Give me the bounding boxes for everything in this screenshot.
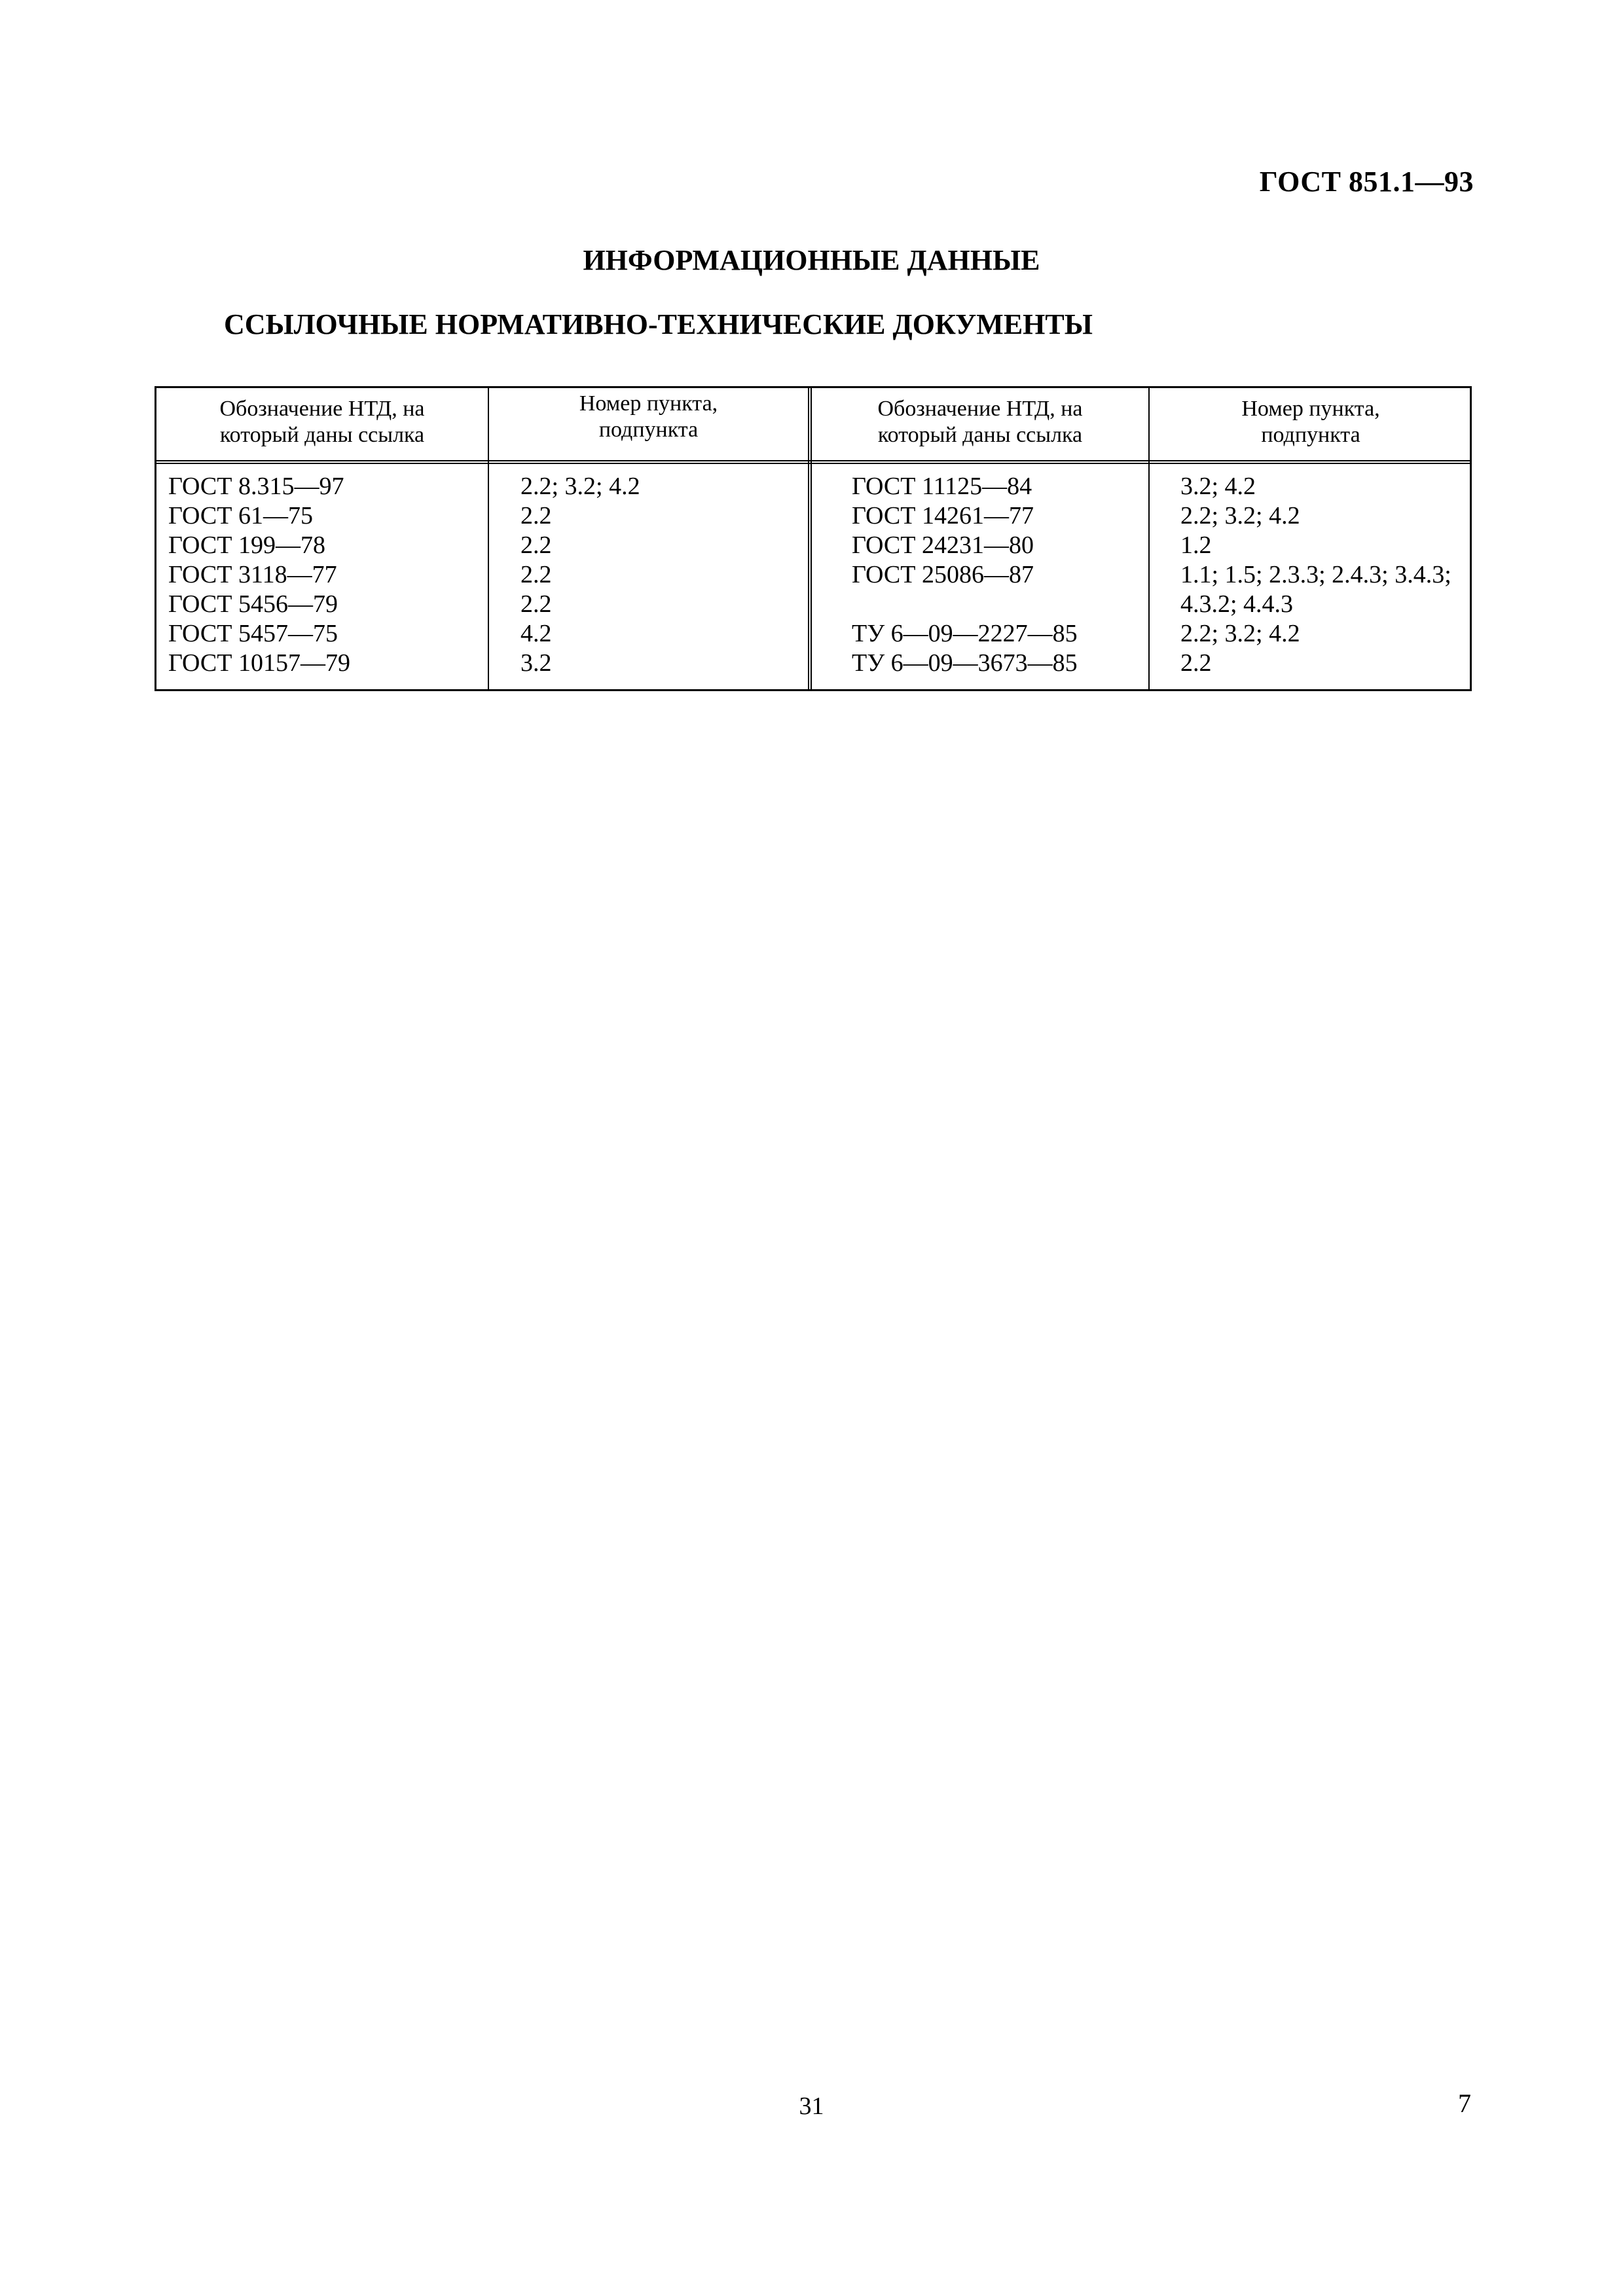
table-cell: ГОСТ 5457—75	[168, 620, 338, 647]
table-cell: 4.3.2; 4.4.3	[1180, 590, 1294, 618]
table-cell: ГОСТ 24231—80	[852, 531, 1034, 559]
table-cell: 1.1; 1.5; 2.3.3; 2.4.3; 3.4.3;	[1180, 561, 1451, 588]
table-header-cell	[812, 396, 1148, 448]
section-title-text: ИНФОРМАЦИОННЫЕ ДАННЫЕ	[583, 244, 1040, 276]
table-cell: ГОСТ 25086—87	[852, 561, 1034, 588]
table-cell: 2.2; 3.2; 4.2	[520, 473, 640, 500]
header-text: который даны ссылка	[877, 423, 1083, 447]
table-cell: ГОСТ 3118—77	[168, 561, 337, 588]
table-cell: 2.2; 3.2; 4.2	[1180, 502, 1300, 529]
document-code: ГОСТ 851.1—93	[1259, 166, 1474, 198]
section-subtitle: ССЫЛОЧНЫЕ НОРМАТИВНО-ТЕХНИЧЕСКИЕ ДОКУМЕНТЫ	[224, 308, 1093, 340]
table-cell: ГОСТ 199—78	[168, 531, 325, 559]
header-text: подпункта	[1261, 423, 1360, 447]
page-number-center: 31	[799, 2092, 824, 2120]
section-title	[0, 243, 1623, 277]
header-text: Номер пункта,	[1241, 397, 1380, 421]
table-cell: 2.2	[520, 502, 552, 529]
table-column-items-right	[1180, 472, 1451, 678]
table-header-cell	[489, 391, 808, 443]
header-text: Номер пункта,	[579, 391, 718, 416]
table-cell: ГОСТ 61—75	[168, 502, 313, 529]
header-text: Обозначение НТД, на	[877, 397, 1083, 421]
table-cell: ГОСТ 10157—79	[168, 649, 350, 677]
table-header-cell	[1150, 396, 1472, 448]
table-cell: 2.2	[1180, 649, 1212, 677]
table-cell: 1.2	[1180, 531, 1212, 559]
table-cell: ТУ 6—09—3673—85	[852, 649, 1078, 677]
table-column-documents-left	[168, 472, 350, 678]
table-cell: 3.2; 4.2	[1180, 473, 1256, 500]
table-column-items-left	[520, 472, 640, 678]
page-number-right: 7	[1458, 2089, 1471, 2118]
header-text: подпункта	[598, 418, 699, 442]
header-text: который даны ссылка	[219, 423, 425, 447]
table-cell: 2.2	[520, 590, 552, 618]
table-column-documents-right	[852, 472, 1078, 678]
table-cell: 4.2	[520, 620, 552, 647]
table-cell: 2.2; 3.2; 4.2	[1180, 620, 1300, 647]
table-cell: ТУ 6—09—2227—85	[852, 620, 1078, 647]
header-text: Обозначение НТД, на	[219, 397, 425, 421]
table-cell: ГОСТ 8.315—97	[168, 473, 344, 500]
table-cell: ГОСТ 11125—84	[852, 473, 1032, 500]
table-cell: ГОСТ 5456—79	[168, 590, 338, 618]
table-cell: 2.2	[520, 561, 552, 588]
table-cell	[852, 590, 1078, 619]
table-cell: ГОСТ 14261—77	[852, 502, 1034, 529]
table-cell: 3.2	[520, 649, 552, 677]
table-header-cell	[156, 396, 488, 448]
table-cell: 2.2	[520, 531, 552, 559]
references-table	[155, 386, 1472, 691]
header-separator	[156, 460, 1470, 464]
